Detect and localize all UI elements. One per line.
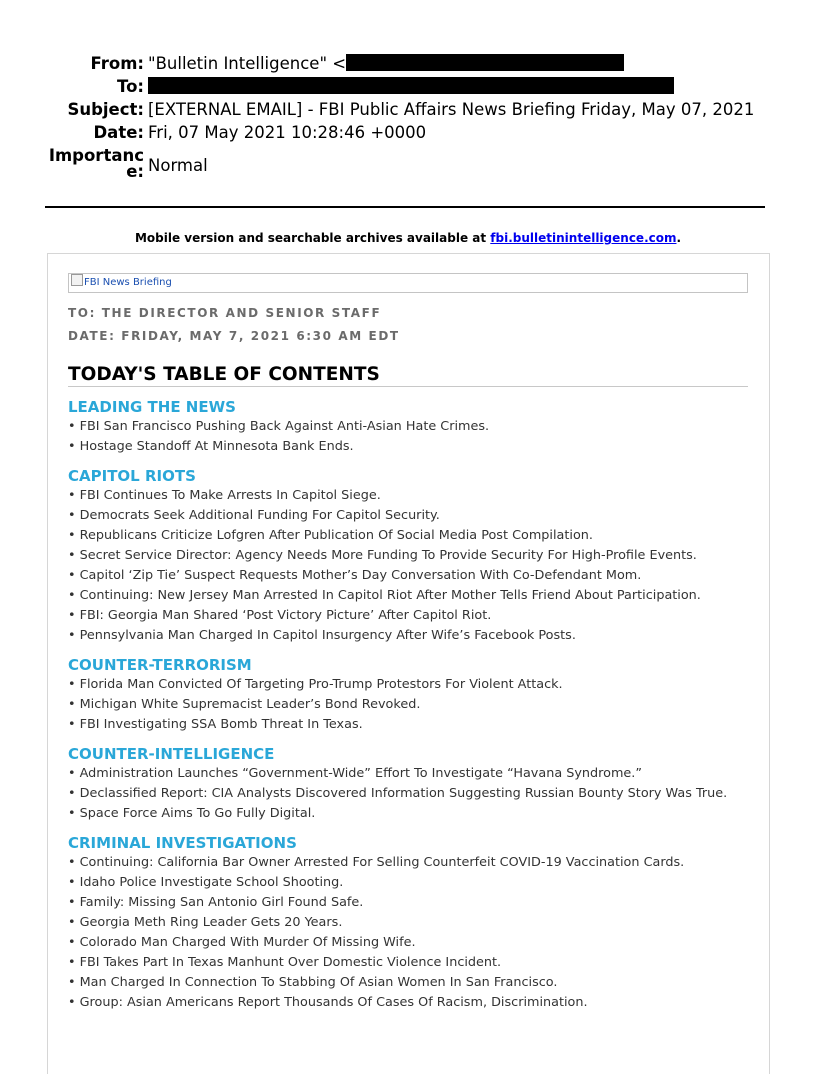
subject-value: [EXTERNAL EMAIL] - FBI Public Affairs News Briefing Friday, May 07, 2021	[148, 100, 755, 119]
section-counter-terrorism	[68, 653, 758, 735]
list-item[interactable]: • Secret Service Director: Agency Needs More Funding To Provide Security For High-Profile Events.	[68, 546, 758, 566]
email-header	[0, 52, 816, 188]
banner-alt-text: FBI News Briefing	[84, 277, 172, 288]
importance-label-line1: Importanc	[48, 146, 144, 165]
toc-divider	[68, 386, 748, 387]
toc-sections	[68, 395, 758, 1013]
mobile-notice	[0, 231, 816, 245]
list-item[interactable]: • FBI Investigating SSA Bomb Threat In Texas.	[68, 715, 758, 735]
section-heading: CRIMINAL INVESTIGATIONS	[68, 834, 297, 852]
section-heading: COUNTER-INTELLIGENCE	[68, 745, 275, 763]
date-label: Date:	[93, 123, 144, 142]
redaction-block	[148, 77, 674, 94]
list-item[interactable]: • FBI San Francisco Pushing Back Against Anti-Asian Hate Crimes.	[68, 417, 758, 437]
list-item[interactable]: • Georgia Meth Ring Leader Gets 20 Years.	[68, 913, 758, 933]
date-line: DATE: FRIDAY, MAY 7, 2021 6:30 AM EDT	[68, 329, 400, 343]
list-item[interactable]: • Idaho Police Investigate School Shooting.	[68, 873, 758, 893]
list-item[interactable]: • Colorado Man Charged With Murder Of Missing Wife.	[68, 933, 758, 953]
list-item[interactable]: • Group: Asian Americans Report Thousands Of Cases Of Racism, Discrimination.	[68, 993, 758, 1013]
list-item[interactable]: • FBI: Georgia Man Shared ‘Post Victory Picture’ After Capitol Riot.	[68, 606, 758, 626]
section-heading: LEADING THE NEWS	[68, 398, 236, 416]
from-value	[148, 52, 624, 75]
list-item[interactable]: • FBI Takes Part In Texas Manhunt Over Domestic Violence Incident.	[68, 953, 758, 973]
list-item[interactable]: • Space Force Aims To Go Fully Digital.	[68, 804, 758, 824]
subject-label: Subject:	[67, 100, 144, 119]
to-row	[0, 75, 816, 98]
list-item[interactable]: • Pennsylvania Man Charged In Capitol Insurgency After Wife’s Facebook Posts.	[68, 626, 758, 646]
importance-value: Normal	[148, 156, 208, 175]
date-row	[0, 121, 816, 144]
section-capitol-riots	[68, 464, 758, 646]
list-item[interactable]: • Continuing: California Bar Owner Arrested For Selling Counterfeit COVID-19 Vaccination Cards.	[68, 853, 758, 873]
date-value: Fri, 07 May 2021 10:28:46 +0000	[148, 123, 427, 142]
from-row	[0, 52, 816, 75]
list-item[interactable]: • Florida Man Convicted Of Targeting Pro-Trump Protestors For Violent Attack.	[68, 675, 758, 695]
broken-image-icon	[71, 274, 83, 286]
list-item[interactable]: • Hostage Standoff At Minnesota Bank Ends.	[68, 437, 758, 457]
briefing-banner-image	[68, 273, 748, 293]
from-label: From:	[90, 54, 144, 73]
list-item[interactable]: • Family: Missing San Antonio Girl Found Safe.	[68, 893, 758, 913]
briefing-card	[47, 253, 770, 1074]
redaction-block	[346, 54, 624, 71]
from-text: "Bulletin Intelligence" <	[148, 54, 347, 73]
to-label: To:	[117, 77, 144, 96]
section-criminal-investigations	[68, 831, 758, 1013]
importance-label-line2: e:	[126, 162, 144, 181]
list-item[interactable]: • Man Charged In Connection To Stabbing Of Asian Women In San Francisco.	[68, 973, 758, 993]
subject-row	[0, 98, 816, 121]
list-item[interactable]: • Continuing: New Jersey Man Arrested In Capitol Riot After Mother Tells Friend About Participation.	[68, 586, 758, 606]
to-line: TO: THE DIRECTOR AND SENIOR STAFF	[68, 306, 382, 320]
archive-link[interactable]: fbi.bulletinintelligence.com	[490, 231, 677, 245]
importance-row	[0, 148, 816, 188]
list-item[interactable]: • FBI Continues To Make Arrests In Capitol Siege.	[68, 486, 758, 506]
section-heading: CAPITOL RIOTS	[68, 467, 196, 485]
section-counter-intelligence	[68, 742, 758, 824]
importance-label	[49, 148, 144, 180]
section-heading: COUNTER-TERRORISM	[68, 656, 252, 674]
list-item[interactable]: • Declassified Report: CIA Analysts Discovered Information Suggesting Russian Bounty Story Was True.	[68, 784, 758, 804]
section-leading-the-news	[68, 395, 758, 457]
mobile-suffix: .	[676, 231, 682, 245]
to-value	[148, 75, 674, 98]
list-item[interactable]: • Republicans Criticize Lofgren After Publication Of Social Media Post Compilation.	[68, 526, 758, 546]
mobile-text: Mobile version and searchable archives available at	[134, 231, 491, 245]
header-divider	[45, 206, 765, 208]
list-item[interactable]: • Capitol ‘Zip Tie’ Suspect Requests Mother’s Day Conversation With Co-Defendant Mom.	[68, 566, 758, 586]
list-item[interactable]: • Michigan White Supremacist Leader’s Bond Revoked.	[68, 695, 758, 715]
list-item[interactable]: • Administration Launches “Government-Wide” Effort To Investigate “Havana Syndrome.”	[68, 764, 758, 784]
toc-title: TODAY'S TABLE OF CONTENTS	[68, 364, 380, 385]
list-item[interactable]: • Democrats Seek Additional Funding For Capitol Security.	[68, 506, 758, 526]
